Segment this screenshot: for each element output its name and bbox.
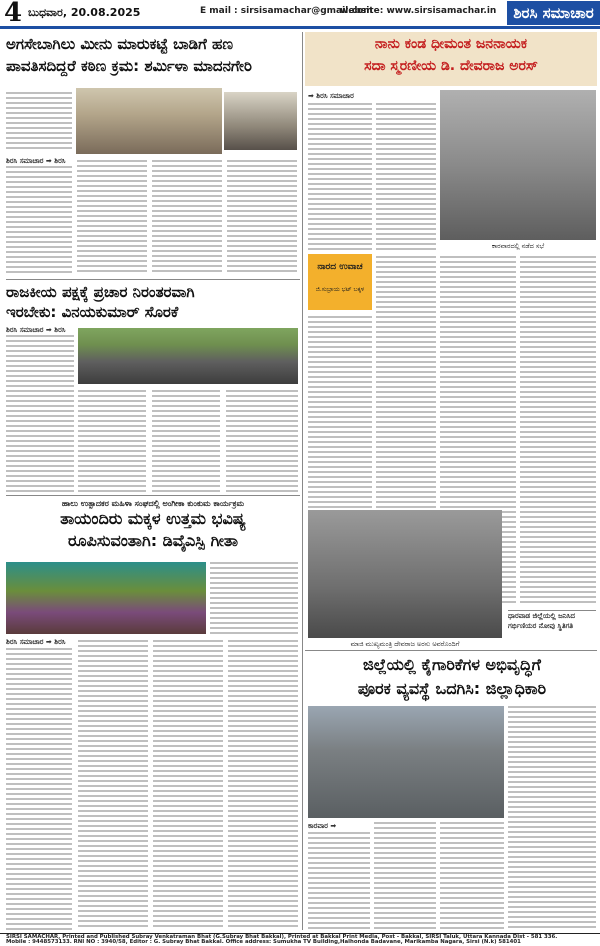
byline: ➡ ಶಿರಸಿ ಸಮಾಚಾರ <box>308 92 354 100</box>
article-photo <box>78 328 298 384</box>
article-text <box>6 92 72 150</box>
article-text <box>78 640 148 930</box>
article-text <box>374 822 436 930</box>
column-rule <box>302 32 303 930</box>
photo-caption: ಕಾರವಾರದಲ್ಲಿ ನಡೆದ ಸಭೆ <box>491 242 545 250</box>
article-photo <box>308 510 502 638</box>
column-title: ನಾರದ ಉವಾಚ <box>317 262 363 272</box>
dateline: ಶಿರಸಿ ಸಮಾಚಾರ ➡ ಶಿರಸಿ <box>6 157 66 165</box>
article-text <box>152 160 222 275</box>
article-text <box>6 335 74 493</box>
footer-line: SIRSI SAMACHAR, Printed and Published Subray Venkatraman Bhat (G.Subray Bhat Bakkal), Printed at Bakkal Print Media, Post - Bakkal, SIRSI Taluk, Uttara Kannada Dist - 581 336. <box>6 934 558 940</box>
article-photo <box>440 90 596 240</box>
article-headline: ತಾಯಂದಿರು ಮಕ್ಕಳ ಉತ್ತಮ ಭವಿಷ್ಯ <box>60 509 246 528</box>
divider <box>6 279 300 280</box>
article-headline: ಪಾವತಿಸದಿದ್ದರೆ ಕಠಿಣ ಕ್ರಮ: ಶರ್ಮಿಳಾ ಮಾದನಗೇರಿ <box>6 57 252 75</box>
article-photo <box>76 88 222 154</box>
article-text <box>210 562 298 634</box>
masthead-logo: ಶಿರಸಿ ಸಮಾಚಾರ <box>507 1 600 25</box>
article-headline: ಇರಬೇಕು: ವಿನಯಕುಮಾರ್ ಸೊರಕೆ <box>6 303 179 321</box>
dateline: ಕಾರವಾರ ➡ <box>308 822 337 830</box>
article-text <box>440 822 504 930</box>
column-author: ಜಿ.ಸುಬ್ರಾಯ ಭಟ್ ಬಕ್ಕಳ <box>315 286 365 293</box>
photo-caption: ಮಾಜಿ ಮುಖ್ಯಮಂತ್ರಿ ದೇವರಾಜ ಅರಸು ಅವರೊಂದಿಗೆ <box>350 640 460 648</box>
page-number: 4 <box>4 0 23 28</box>
article-text <box>153 640 223 930</box>
article-text <box>226 390 298 493</box>
article-photo <box>224 92 297 150</box>
divider <box>305 650 597 651</box>
article-headline: ಪೂರಕ ವ್ಯವಸ್ಥೆ ಒದಗಿಸಿ: ಜಿಲ್ಲಾಧಿಕಾರಿ <box>357 679 547 698</box>
email-address: E mail : sirsisamachar@gmail.com <box>200 6 373 16</box>
article-text: ಧಾರವಾಡ ಜಿಲ್ಲೆಯಲ್ಲಿ ಜನಿಸಿದ <box>508 612 575 620</box>
dateline: ಶಿರಸಿ ಸಮಾಚಾರ ➡ ಶಿರಸಿ <box>6 326 66 334</box>
article-text: ಗರ್ಭಿಣಿಯರ ನೋವು ಸ್ಥಿತಿಗತಿ <box>508 622 574 630</box>
article-headline: ರಾಜಕೀಯ ಪಕ್ಷಕ್ಕೆ ಪ್ರಚಾರ ನಿರಂತರವಾಗಿ <box>6 283 195 301</box>
divider <box>6 495 300 496</box>
article-text <box>308 103 372 251</box>
article-text <box>227 160 297 275</box>
issue-date: ಬುಧವಾರ, 20.08.2025 <box>28 6 141 19</box>
article-kicker: ಹಾಲು ಉತ್ಪಾದಕರ ಮಹಿಳಾ ಸಂಘದಲ್ಲಿ ಅಂಗೀಕಾ ಕುಂಕುಮ ಕಾರ್ಯಕ್ರಮ <box>61 499 245 508</box>
article-headline: ಜಿಲ್ಲೆಯಲ್ಲಿ ಕೈಗಾರಿಕೆಗಳ ಅಭಿವೃದ್ಧಿಗೆ <box>363 655 541 674</box>
article-text <box>228 640 298 930</box>
article-text <box>77 160 147 275</box>
article-text <box>6 648 72 930</box>
divider <box>508 610 596 611</box>
article-photo <box>6 562 206 634</box>
article-text <box>152 390 220 493</box>
footer-line: Mobile : 9448573133. RNI NO : 3940/58, Editor : G. Subray Bhat Bakkal. Office address: Sumukha TV Building,Halhonda Badavane, Marikamba Nagara, Sirsi (N.k) 581401 <box>6 939 521 945</box>
article-text <box>6 166 72 276</box>
article-text <box>78 390 146 493</box>
article-headline: ಅಗಸೇಬಾಗಿಲು ಮೀನು ಮಾರುಕಟ್ಟೆ ಬಾಡಿಗೆ ಹಣ <box>6 35 234 53</box>
article-text <box>520 256 596 604</box>
article-text <box>376 103 436 251</box>
dateline: ಶಿರಸಿ ಸಮಾಚಾರ ➡ ಶಿರಸಿ <box>6 638 66 646</box>
article-text <box>508 706 596 930</box>
article-headline: ಸದಾ ಸ್ಮರಣೀಯ ಡಿ. ದೇವರಾಜ ಅರಸ್ <box>364 58 538 74</box>
article-photo <box>308 706 504 818</box>
article-headline: ರೂಪಿಸುವಂತಾಗಿ: ಡಿವೈಎಸ್ಪಿ ಗೀತಾ <box>67 531 239 550</box>
article-headline: ನಾನು ಕಂಡ ಧೀಮಂತ ಜನನಾಯಕ <box>374 36 528 52</box>
article-text <box>308 832 370 930</box>
website: website: www.sirsisamachar.in <box>340 6 497 16</box>
